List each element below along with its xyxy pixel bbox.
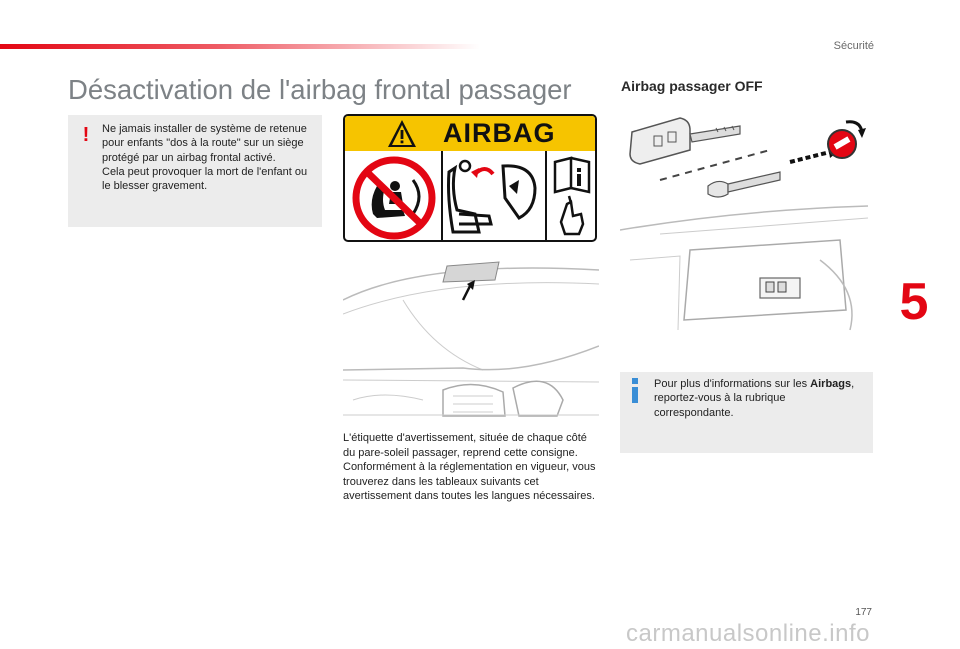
label-divider <box>441 151 443 242</box>
sun-visor-illustration <box>343 250 599 420</box>
info-icon <box>630 378 640 404</box>
page-title: Désactivation de l'airbag frontal passager <box>68 74 572 105</box>
warning-box <box>68 115 322 227</box>
header-accent-bar <box>0 44 480 49</box>
info-text <box>654 377 866 420</box>
warning-text <box>102 122 316 193</box>
airbag-switch-key-illustration <box>620 110 876 336</box>
info-text-start: Pour plus d'informations sur les <box>654 378 811 390</box>
body-text: L'étiquette d'avertissement, située de chaque côté du pare-soleil passager, reprend cette consigne. Conformément à la réglementation en vigueur, vous trouverez dans les tableaux suivants cet avertissement dans toutes les langues nécessaires. <box>343 432 596 503</box>
airbag-deploy-icon <box>445 158 543 238</box>
warning-triangle-icon <box>387 119 417 148</box>
info-text-end: , reportez-vous à la rubrique correspondante. <box>654 378 855 419</box>
exclamation-icon: ! <box>82 124 90 146</box>
watermark: carmanualsonline.info <box>626 620 870 647</box>
label-heading: AIRBAG <box>443 118 556 148</box>
airbag-warning-label <box>343 114 597 242</box>
section-name: Sécurité <box>833 40 874 52</box>
no-rear-facing-child-seat-icon <box>351 156 437 240</box>
read-manual-icon <box>551 156 595 240</box>
warning-text-content: Ne jamais installer de système de retenue pour enfants "dos à la route" sur un siège protégé par un airbag frontal activé. Cela peut provoquer la mort de l'enfant ou le blesser gravement. <box>102 123 308 193</box>
page-number: 177 <box>855 607 872 618</box>
label-divider <box>545 151 547 242</box>
side-heading: Airbag passager OFF <box>621 78 763 94</box>
chapter-number: 5 <box>899 273 929 331</box>
info-text-bold: Airbags <box>810 378 852 390</box>
info-box <box>620 372 873 453</box>
label-header <box>345 116 595 151</box>
